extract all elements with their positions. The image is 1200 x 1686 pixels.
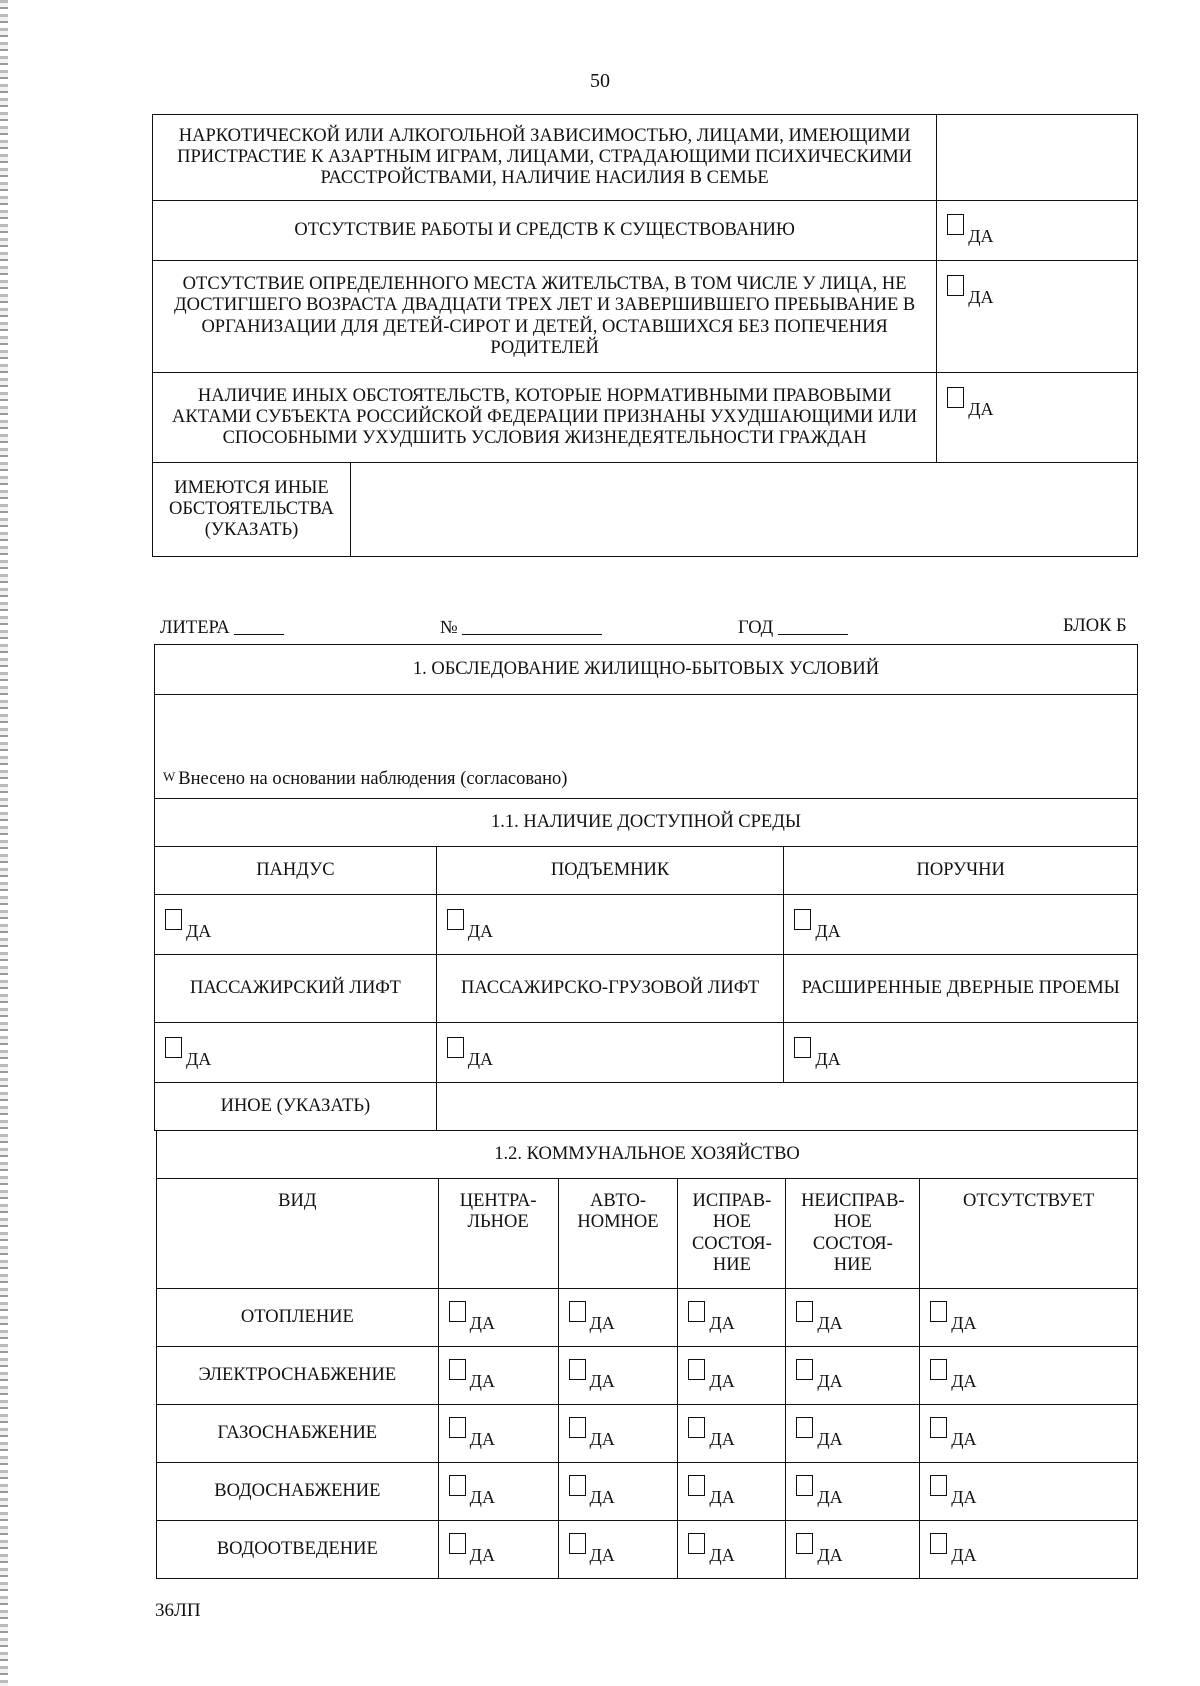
freight-lift-label: ПАССАЖИРСКО-ГРУЗОВОЙ ЛИФТ bbox=[436, 955, 784, 1023]
checkbox-icon[interactable] bbox=[796, 1359, 813, 1380]
year-blank[interactable] bbox=[778, 616, 848, 635]
checkbox-icon[interactable] bbox=[930, 1533, 947, 1554]
utility-checkbox[interactable]: ДА bbox=[678, 1463, 786, 1521]
checkbox-icon[interactable] bbox=[449, 1359, 466, 1380]
number-field[interactable]: № bbox=[440, 616, 602, 639]
utility-checkbox[interactable]: ДА bbox=[786, 1521, 920, 1579]
checkbox-icon[interactable] bbox=[947, 275, 964, 296]
utility-checkbox[interactable]: ДА bbox=[438, 1521, 558, 1579]
col-absent-header: ОТСУТСТВУЕТ bbox=[920, 1179, 1138, 1289]
handrails-checkbox[interactable]: ДА bbox=[784, 895, 1138, 955]
col-central-header: ЦЕНТРА-ЛЬНОЕ bbox=[438, 1179, 558, 1289]
checkbox-icon[interactable] bbox=[796, 1301, 813, 1322]
row-dependency-text: НАРКОТИЧЕСКОЙ ИЛИ АЛКОГОЛЬНОЙ ЗАВИСИМОСТЬЮ, ЛИЦАМИ, ИМЕЮЩИМИ ПРИСТРАСТИЕ К АЗАРТНЫМ ИГРАМ, ЛИЦАМИ, СТРАДАЮЩИМИ ПСИХИЧЕСКИМИ РАССТРОЙСТВАМИ, НАЛИЧИЕ НАСИЛИЯ В СЕМЬЕ bbox=[153, 115, 937, 201]
utility-water-label: ВОДОСНАБЖЕНИЕ bbox=[157, 1463, 439, 1521]
section1-title: 1. ОБСЛЕДОВАНИЕ ЖИЛИЩНО-БЫТОВЫХ УСЛОВИЙ bbox=[155, 645, 1138, 695]
table-row bbox=[157, 1463, 1138, 1521]
utility-electricity-label: ЭЛЕКТРОСНАБЖЕНИЕ bbox=[157, 1347, 439, 1405]
utility-checkbox[interactable]: ДА bbox=[920, 1347, 1138, 1405]
utility-sewage-label: ВОДООТВЕДЕНИЕ bbox=[157, 1521, 439, 1579]
utility-gas-label: ГАЗОСНАБЖЕНИЕ bbox=[157, 1405, 439, 1463]
checkbox-icon[interactable] bbox=[947, 214, 964, 235]
row-no-residence-checkbox[interactable]: ДА bbox=[937, 261, 1138, 373]
checkbox-icon[interactable] bbox=[449, 1475, 466, 1496]
utility-checkbox[interactable]: ДА bbox=[920, 1289, 1138, 1347]
checkbox-icon[interactable] bbox=[930, 1417, 947, 1438]
row-no-residence-text: ОТСУТСТВИЕ ОПРЕДЕЛЕННОГО МЕСТА ЖИТЕЛЬСТВА, В ТОМ ЧИСЛЕ У ЛИЦА, НЕ ДОСТИГШЕГО ВОЗРАСТА ДВАДЦАТИ ТРЕХ ЛЕТ И ЗАВЕРШИВШЕГО ПРЕБЫВАНИЕ В ОРГАНИЗАЦИИ ДЛЯ ДЕТЕЙ-СИРОТ И ДЕТЕЙ, ОСТАВШИХСЯ БЕЗ ПОПЕЧЕНИЯ РОДИТЕЛЕЙ bbox=[153, 261, 937, 373]
living-conditions-table bbox=[154, 644, 1138, 1131]
checkbox-icon[interactable] bbox=[688, 1475, 705, 1496]
utility-checkbox[interactable]: ДА bbox=[786, 1289, 920, 1347]
checkbox-icon[interactable] bbox=[569, 1475, 586, 1496]
checkbox-icon[interactable] bbox=[447, 909, 464, 930]
utility-checkbox[interactable]: ДА bbox=[920, 1463, 1138, 1521]
utility-checkbox[interactable]: ДА bbox=[438, 1463, 558, 1521]
checkbox-icon[interactable] bbox=[930, 1301, 947, 1322]
checkbox-icon[interactable] bbox=[688, 1359, 705, 1380]
ramp-checkbox[interactable]: ДА bbox=[155, 895, 437, 955]
checkbox-icon[interactable] bbox=[796, 1417, 813, 1438]
checkbox-icon[interactable] bbox=[569, 1417, 586, 1438]
row-dependency-answer bbox=[937, 115, 1138, 201]
utility-checkbox[interactable]: ДА bbox=[678, 1347, 786, 1405]
lift-platform-checkbox[interactable]: ДА bbox=[436, 895, 784, 955]
row-no-work-text: ОТСУТСТВИЕ РАБОТЫ И СРЕДСТВ К СУЩЕСТВОВАНИЮ bbox=[153, 201, 937, 261]
handrails-label: ПОРУЧНИ bbox=[784, 847, 1138, 895]
row-other-specify-field[interactable] bbox=[350, 463, 1137, 557]
checkbox-icon[interactable] bbox=[449, 1301, 466, 1322]
row-other-regional-checkbox[interactable]: ДА bbox=[937, 373, 1138, 463]
wide-doors-label: РАСШИРЕННЫЕ ДВЕРНЫЕ ПРОЕМЫ bbox=[784, 955, 1138, 1023]
table-row bbox=[157, 1405, 1138, 1463]
col-autonomous-header: АВТО-НОМНОЕ bbox=[558, 1179, 678, 1289]
col-type-header: ВИД bbox=[157, 1179, 439, 1289]
utility-checkbox[interactable]: ДА bbox=[558, 1289, 678, 1347]
number-blank[interactable] bbox=[462, 616, 602, 635]
section1-1-title: 1.1. НАЛИЧИЕ ДОСТУПНОЙ СРЕДЫ bbox=[155, 799, 1138, 847]
freight-lift-checkbox[interactable]: ДА bbox=[436, 1023, 784, 1083]
utility-checkbox[interactable]: ДА bbox=[920, 1405, 1138, 1463]
utilities-table bbox=[156, 1130, 1138, 1579]
checkbox-icon[interactable] bbox=[930, 1475, 947, 1496]
checkbox-icon[interactable] bbox=[796, 1475, 813, 1496]
table-row bbox=[157, 1347, 1138, 1405]
scan-edge bbox=[0, 0, 8, 1686]
checkbox-icon[interactable] bbox=[165, 1037, 182, 1058]
passenger-lift-checkbox[interactable]: ДА bbox=[155, 1023, 437, 1083]
utility-checkbox[interactable]: ДА bbox=[678, 1405, 786, 1463]
utility-checkbox[interactable]: ДА bbox=[678, 1521, 786, 1579]
other-accessibility-field[interactable] bbox=[436, 1083, 1137, 1131]
utility-checkbox[interactable]: ДА bbox=[438, 1405, 558, 1463]
utility-checkbox[interactable]: ДА bbox=[786, 1463, 920, 1521]
ramp-label: ПАНДУС bbox=[155, 847, 437, 895]
utility-heating-label: ОТОПЛЕНИЕ bbox=[157, 1289, 439, 1347]
checkbox-icon[interactable] bbox=[165, 909, 182, 930]
checkbox-icon[interactable] bbox=[569, 1359, 586, 1380]
note-mark: W bbox=[163, 768, 176, 784]
checkbox-icon[interactable] bbox=[688, 1417, 705, 1438]
checkbox-icon[interactable] bbox=[569, 1301, 586, 1322]
row-no-work-checkbox[interactable]: ДА bbox=[937, 201, 1138, 261]
utility-checkbox[interactable]: ДА bbox=[786, 1405, 920, 1463]
circumstances-table bbox=[152, 114, 1138, 557]
checkbox-icon[interactable] bbox=[688, 1533, 705, 1554]
utility-checkbox[interactable]: ДА bbox=[920, 1521, 1138, 1579]
litera-field[interactable]: ЛИТЕРА bbox=[160, 616, 284, 639]
utility-checkbox[interactable]: ДА bbox=[558, 1347, 678, 1405]
checkbox-icon[interactable] bbox=[688, 1301, 705, 1322]
checkbox-icon[interactable] bbox=[794, 1037, 811, 1058]
col-working-header: ИСПРАВ-НОЕ СОСТОЯ-НИЕ bbox=[678, 1179, 786, 1289]
utility-checkbox[interactable]: ДА bbox=[558, 1521, 678, 1579]
lift-platform-label: ПОДЪЕМНИК bbox=[436, 847, 784, 895]
utility-checkbox[interactable]: ДА bbox=[438, 1289, 558, 1347]
block-label: БЛОК Б bbox=[1063, 616, 1127, 636]
table-row bbox=[157, 1521, 1138, 1579]
checkbox-icon[interactable] bbox=[447, 1037, 464, 1058]
row-other-specify-label: ИМЕЮТСЯ ИНЫЕ ОБСТОЯТЕЛЬСТВА (УКАЗАТЬ) bbox=[153, 463, 351, 557]
utility-checkbox[interactable]: ДА bbox=[558, 1405, 678, 1463]
passenger-lift-label: ПАССАЖИРСКИЙ ЛИФТ bbox=[155, 955, 437, 1023]
checkbox-icon[interactable] bbox=[449, 1417, 466, 1438]
checkbox-icon[interactable] bbox=[796, 1533, 813, 1554]
section1-note: Внесено на основании наблюдения (согласовано) bbox=[178, 768, 568, 789]
row-other-regional-text: НАЛИЧИЕ ИНЫХ ОБСТОЯТЕЛЬСТВ, КОТОРЫЕ НОРМАТИВНЫМИ ПРАВОВЫМИ АКТАМИ СУБЪЕКТА РОССИЙСКОЙ ФЕДЕРАЦИИ ПРИЗНАНЫ УХУДШАЮЩИМИ ИЛИ СПОСОБНЫМИ УХУДШИТЬ УСЛОВИЯ ЖИЗНЕДЕЯТЕЛЬНОСТИ ГРАЖДАН bbox=[153, 373, 937, 463]
page-number: 50 bbox=[590, 70, 610, 92]
litera-blank[interactable] bbox=[234, 616, 284, 635]
checkbox-icon[interactable] bbox=[947, 387, 964, 408]
form-code: 36ЛП bbox=[155, 1600, 201, 1621]
other-accessibility-label: ИНОЕ (УКАЗАТЬ) bbox=[155, 1083, 437, 1131]
utility-checkbox[interactable]: ДА bbox=[678, 1289, 786, 1347]
utility-checkbox[interactable]: ДА bbox=[438, 1347, 558, 1405]
utility-checkbox[interactable]: ДА bbox=[786, 1347, 920, 1405]
section1-2-title: 1.2. КОММУНАЛЬНОЕ ХОЗЯЙСТВО bbox=[157, 1131, 1138, 1179]
wide-doors-checkbox[interactable]: ДА bbox=[784, 1023, 1138, 1083]
checkbox-icon[interactable] bbox=[569, 1533, 586, 1554]
col-broken-header: НЕИСПРАВ-НОЕ СОСТОЯ-НИЕ bbox=[786, 1179, 920, 1289]
checkbox-icon[interactable] bbox=[449, 1533, 466, 1554]
section1-notes-field[interactable] bbox=[155, 695, 1138, 799]
year-field[interactable]: ГОД bbox=[738, 616, 848, 639]
utility-checkbox[interactable]: ДА bbox=[558, 1463, 678, 1521]
table-row bbox=[157, 1289, 1138, 1347]
checkbox-icon[interactable] bbox=[794, 909, 811, 930]
checkbox-icon[interactable] bbox=[930, 1359, 947, 1380]
